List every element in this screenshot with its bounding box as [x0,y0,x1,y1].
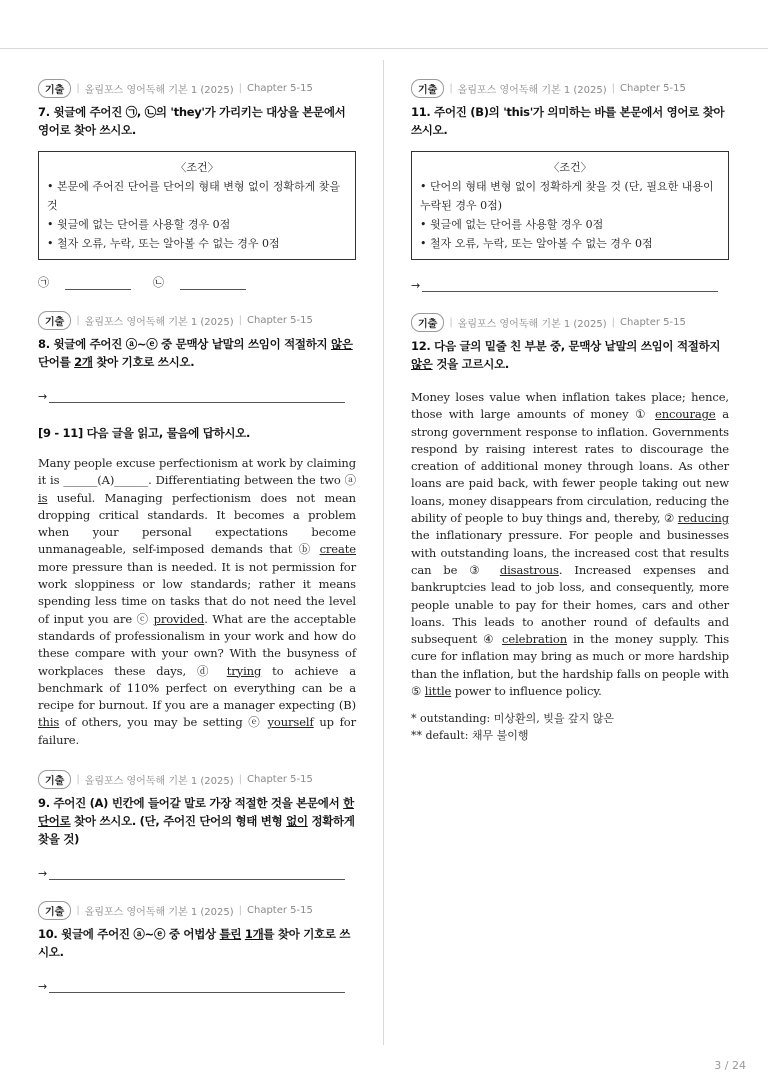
answer-blanks [38,276,356,290]
question-12-title: 12. 다음 글의 밑줄 친 부분 중, 문맥상 낱말의 쓰임이 적절하지 않은 것을 고르시오. [411,339,721,371]
condition-title: 〈조건〉 [548,161,592,174]
source-line: 기출 | 올림포스 영어독해 기본 1 (2025) | Chapter 5-15 [38,78,356,98]
question-7 [38,78,356,290]
question-11 [411,78,729,292]
question-7-title: 7. 윗글에 주어진 ㉠, ㉡의 'they'가 가리키는 대상을 본문에서 영어로 찾아 쓰시오. [38,105,346,137]
question-12 [411,312,729,744]
blank-label-2: ㉡ [153,276,164,289]
arrow-icon: → [38,980,48,994]
question-9-title: 9. 주어진 (A) 빈칸에 들어갈 말로 가장 적절한 것을 본문에서 한 단어로 찾아 쓰시오. (단, 주어진 단어의 형태 변형 없이 정확하게 찾을 것) [38,796,355,847]
passage-perfectionism: Many people excuse perfectionism at work by claiming it is ______(A)______. Differentiating between the two ⓐ is useful. Managing perfectionism does not mean dropping critical standards. It becomes a problem when your personal expectations become unmanageable, self-imposed demands that ⓑ create more pressure than is needed. It is not permission for work sloppiness or low standards; rather it means spending less time on tasks that do not need the level of input you are ⓒ provided. What are the acceptable standards of professionalism in your work and how do these compare with your own? With the busyness of workplaces these days, ⓓ trying to achieve a benchmark of 110% perfect on everything can be a recipe for burnout. If you are a manager expecting (B) this of others, you may be setting ⓔ yourself up for failure. [38,456,356,747]
chapter-text: Chapter 5-15 [620,82,686,94]
chapter-text: Chapter 5-15 [247,773,313,785]
question-9 [38,769,356,880]
footnotes [411,710,729,744]
tag-badge: 기출 [38,311,71,330]
source-text: 올림포스 영어독해 기본 1 (2025) [84,316,234,328]
answer-blank-2[interactable] [180,280,246,290]
answer-line[interactable] [38,389,356,403]
answer-blank-1[interactable] [65,280,131,290]
condition-box [411,151,729,260]
condition-item: • 윗글에 없는 단어를 사용할 경우 0점 [47,218,231,231]
condition-item: • 윗글에 없는 단어를 사용할 경우 0점 [420,218,604,231]
question-8 [38,310,356,403]
tag-badge: 기출 [38,770,71,789]
arrow-icon: → [38,390,48,403]
answer-line[interactable] [38,979,356,993]
question-10-title: 10. 윗글에 주어진 ⓐ~ⓔ 중 어법상 틀린 1개를 찾아 기호로 쓰시오. [38,927,351,960]
condition-item: • 단어의 형태 변형 없이 정확하게 찾을 것 (단, 필요한 내용이 누락된 경우 0점) [420,180,714,212]
question-8-title: 8. 윗글에 주어진 ⓐ~ⓔ 중 문맥상 낱말의 쓰임이 적절하지 않은 단어를 2개 찾아 기호로 쓰시오. [38,337,353,369]
chapter-text: Chapter 5-15 [247,904,313,916]
condition-item: • 철자 오류, 누락, 또는 알아볼 수 없는 경우 0점 [420,237,653,250]
source-text: 올림포스 영어독해 기본 1 (2025) [457,84,607,96]
footnote: * outstanding: 미상환의, 빚을 갚지 않은 [411,712,614,726]
source-line: 기출 | 올림포스 영어독해 기본 1 (2025) | Chapter 5-15 [411,312,729,332]
column-divider [383,60,384,1045]
source-text: 올림포스 영어독해 기본 1 (2025) [457,318,607,330]
chapter-text: Chapter 5-15 [247,314,313,326]
tag-badge: 기출 [411,313,444,332]
arrow-icon: → [38,867,48,881]
tag-badge: 기출 [38,79,71,98]
chapter-text: Chapter 5-15 [620,316,686,328]
left-column [38,78,356,993]
source-text: 올림포스 영어독해 기본 1 (2025) [84,84,234,96]
condition-item: • 본문에 주어진 단어를 단어의 형태 변형 없이 정확하게 찾을 것 [47,180,340,212]
source-line: 기출 | 올림포스 영어독해 기본 1 (2025) | Chapter 5-15 [38,900,356,920]
page-number: 3 / 24 [714,1059,746,1072]
answer-line[interactable] [38,866,356,880]
source-text: 올림포스 영어독해 기본 1 (2025) [84,775,234,787]
tag-badge: 기출 [411,79,444,98]
blank-label-1: ㉠ [38,276,49,289]
group-heading: [9 - 11] 다음 글을 읽고, 물음에 답하시오. [38,426,251,440]
passage-inflation: Money loses value when inflation takes place; hence, those with large amounts of money ① encourage a strong government response to inflation. Governments respond by raising interest rates to discourage the creation of additional money through loans. As other loans are paid back, with fewer people taking out new loans, money disappears from circulation, reducing the ability of people to buy things and, thereby, ② reducing the inflationary pressure. For people and businesses with outstanding loans, the increased cost that results can be ③ disastrous. Increased expenses and bankruptcies lead to job loss, and consequently, more people unable to pay for their homes, cars and other loans. This leads to another round of defaults and subsequent ④ celebration in the money supply. This cure for inflation may bring as much or more hardship than the inflation, but the hardship falls on people with ⑤ little power to influence policy. [411,390,730,699]
right-column [411,78,729,744]
source-line: 기출 | 올림포스 영어독해 기본 1 (2025) | Chapter 5-15 [38,310,356,330]
header-rule [0,48,768,49]
footnote: ** default: 채무 불이행 [411,729,529,743]
question-10 [38,900,356,993]
source-text: 올림포스 영어독해 기본 1 (2025) [84,906,234,918]
condition-box [38,151,356,260]
answer-line[interactable] [411,278,729,292]
condition-title: 〈조건〉 [175,161,219,174]
arrow-icon: → [411,279,421,292]
chapter-text: Chapter 5-15 [247,82,313,94]
question-11-title: 11. 주어진 (B)의 'this'가 의미하는 바를 본문에서 영어로 찾아 쓰시오. [411,105,725,137]
source-line: 기출 | 올림포스 영어독해 기본 1 (2025) | Chapter 5-15 [38,769,356,789]
condition-item: • 철자 오류, 누락, 또는 알아볼 수 없는 경우 0점 [47,237,280,250]
tag-badge: 기출 [38,901,71,920]
source-line: 기출 | 올림포스 영어독해 기본 1 (2025) | Chapter 5-15 [411,78,729,98]
